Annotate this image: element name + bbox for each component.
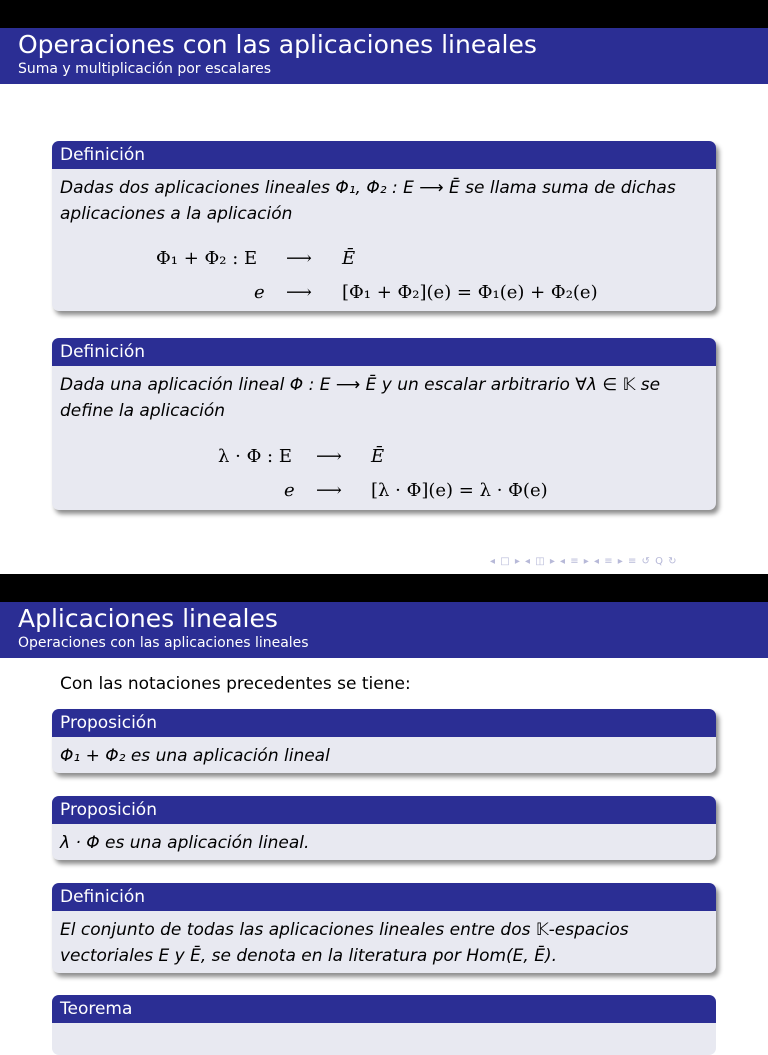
- block-header: Definición: [52, 141, 716, 169]
- frame-subtitle: Suma y multiplicación por escalares: [18, 61, 272, 77]
- block-header: Definición: [52, 338, 716, 366]
- block-header: Proposición: [52, 709, 716, 737]
- frame-title: Aplicaciones lineales: [18, 604, 278, 633]
- block-body: λ · Φ es una aplicación lineal.: [60, 833, 310, 853]
- frame-title-bar: [0, 602, 768, 658]
- block-body: [52, 169, 716, 233]
- equation-lhs: e: [254, 282, 265, 303]
- definition-block-hom: [52, 883, 716, 973]
- block-header: Definición: [52, 883, 716, 911]
- equation-row: [156, 248, 257, 269]
- equation-arrow: ⟶: [286, 248, 312, 269]
- intro-text: Con las notaciones precedentes se tiene:: [60, 674, 411, 694]
- block-header: Teorema: [52, 995, 716, 1023]
- frame-title-bar: [0, 28, 768, 84]
- frame-subtitle: Operaciones con las aplicaciones lineales: [18, 635, 309, 651]
- block-body: [52, 911, 716, 973]
- block-text-line: define la aplicación: [60, 401, 226, 421]
- equation-lhs: Φ₁ + Φ₂ : E: [156, 248, 258, 269]
- equation-rhs: Ē: [342, 248, 356, 269]
- top-bar: [0, 574, 768, 602]
- proposition-block-sum: [52, 709, 716, 773]
- frame-title: Operaciones con las aplicaciones lineales: [18, 30, 537, 59]
- equation-lhs: e: [284, 480, 295, 501]
- equation-arrow: ⟶: [316, 446, 342, 467]
- top-bar: [0, 0, 768, 28]
- equation-rhs: [Φ₁ + Φ₂](e) = Φ₁(e) + Φ₂(e): [342, 282, 598, 303]
- equation-arrow: ⟶: [286, 282, 312, 303]
- block-text-line: aplicaciones a la aplicación: [60, 204, 293, 224]
- block-header: Proposición: [52, 796, 716, 824]
- block-text-line: El conjunto de todas las aplicaciones lineales entre dos 𝕂-espacios: [60, 920, 629, 940]
- block-text-line: vectoriales E y Ē, se denota en la literatura por Hom(E, Ē).: [60, 946, 557, 966]
- theorem-block: [52, 995, 716, 1055]
- equation-lhs: λ · Φ : E: [218, 446, 292, 467]
- beamer-navigation-symbols[interactable]: ◂ □ ▸ ◂ ◫ ▸ ◂ ≡ ▸ ◂ ≡ ▸ ≡ ↺ Q ↻: [490, 556, 678, 567]
- proposition-block-scalar: [52, 796, 716, 860]
- equation-rhs: Ē: [371, 446, 385, 467]
- block-text-line: Dadas dos aplicaciones lineales Φ₁, Φ₂ : E ⟶ Ē se llama suma de dichas: [60, 178, 676, 198]
- block-body: Φ₁ + Φ₂ es una aplicación lineal: [60, 746, 330, 766]
- block-text-line: Dada una aplicación lineal Φ : E ⟶ Ē y un escalar arbitrario ∀λ ∈ 𝕂 se: [60, 375, 661, 395]
- equation-rhs: [λ · Φ](e) = λ · Φ(e): [371, 480, 548, 501]
- block-body: [52, 366, 716, 430]
- equation-arrow: ⟶: [316, 480, 342, 501]
